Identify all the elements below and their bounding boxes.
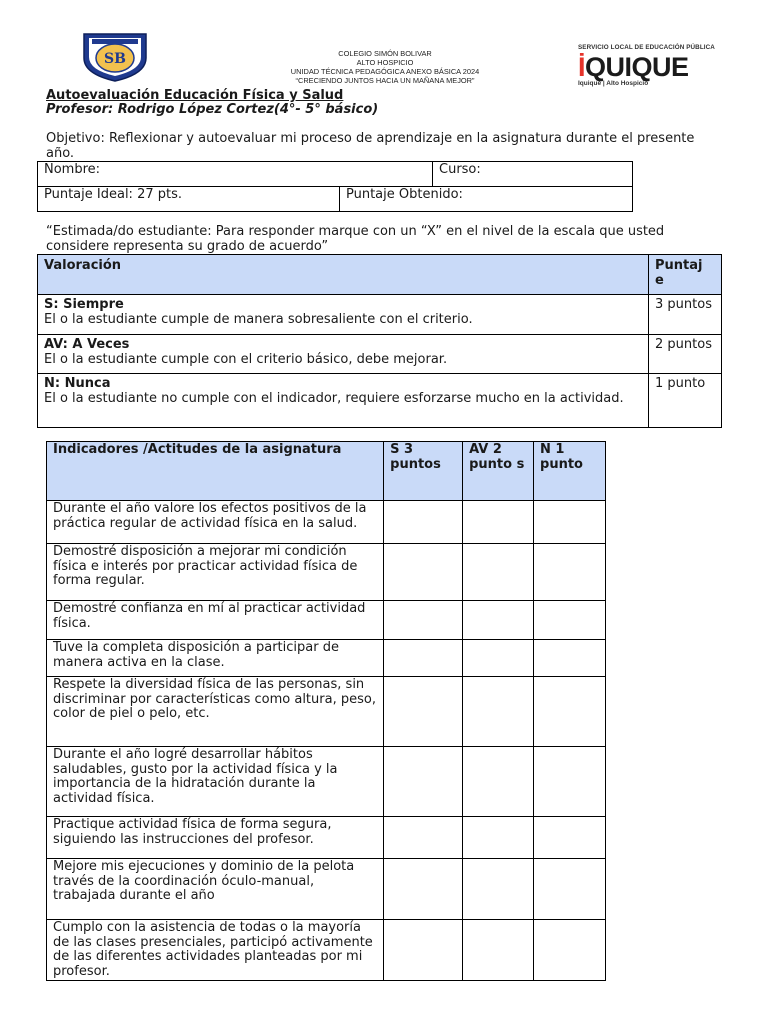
teacher-line: Profesor: Rodrigo López Cortez(4°- 5° básico)	[46, 102, 379, 117]
brand-mark: İ	[578, 52, 586, 82]
mark-cell-s[interactable]	[384, 544, 463, 601]
agency-name: SERVICIO LOCAL DE EDUCACIÓN PÚBLICA	[578, 44, 715, 51]
school-unit: UNIDAD TÉCNICA PEDAGÓGICA ANEXO BÁSICA 2024	[290, 67, 480, 76]
indicator-row	[47, 859, 606, 920]
scale-criterion	[38, 374, 649, 428]
indicator-text: Demostré confianza en mí al practicar actividad física.	[47, 601, 384, 640]
mark-cell-s[interactable]	[384, 677, 463, 747]
scale-header-row	[38, 255, 722, 295]
objective-text: Objetivo: Reflexionar y autoevaluar mi proceso de aprendizaje en la asignatura durante el presente año.	[46, 131, 695, 161]
indicator-row	[47, 640, 606, 677]
brand-wordmark	[578, 53, 718, 81]
scale-row-siempre	[38, 295, 722, 335]
instruction-text: “Estimada/do estudiante: Para responder marque con un “X” en el nivel de la escala que usted considere representa su grado de acuerdo”	[46, 224, 665, 254]
scale-label: S: Siempre	[44, 297, 124, 312]
scale-row-a-veces	[38, 335, 722, 374]
indicator-row	[47, 920, 606, 981]
mark-cell-s[interactable]	[384, 601, 463, 640]
indicator-row	[47, 817, 606, 859]
indicator-text: Durante el año valore los efectos positivos de la práctica regular de actividad física en la salud.	[47, 501, 384, 544]
indicator-text: Durante el año logré desarrollar hábitos saludables, gusto por la actividad física y la importancia de la hidratación durante la actividad física.	[47, 747, 384, 817]
ideal-score: Puntaje Ideal: 27 pts.	[38, 187, 340, 212]
indicators-table	[46, 441, 606, 981]
header-siempre: S 3 puntos	[384, 442, 463, 501]
mark-cell-av[interactable]	[463, 747, 534, 817]
indicator-row	[47, 544, 606, 601]
mark-cell-s[interactable]	[384, 501, 463, 544]
mark-cell-av[interactable]	[463, 859, 534, 920]
mark-cell-av[interactable]	[463, 677, 534, 747]
scale-description: El o la estudiante no cumple con el indicador, requiere esforzarse mucho en la actividad.	[44, 390, 624, 406]
scale-criterion	[38, 295, 649, 335]
student-info-table	[37, 161, 633, 212]
agency-logo	[578, 44, 718, 87]
scale-description: El o la estudiante cumple con el criterio básico, debe mejorar.	[44, 351, 448, 367]
mark-cell-n[interactable]	[534, 544, 606, 601]
name-field[interactable]: Nombre:	[38, 162, 433, 187]
mark-cell-n[interactable]	[534, 859, 606, 920]
indicator-row	[47, 747, 606, 817]
mark-cell-av[interactable]	[463, 601, 534, 640]
mark-cell-s[interactable]	[384, 920, 463, 981]
mark-cell-n[interactable]	[534, 501, 606, 544]
indicator-text: Practique actividad física de forma segura, siguiendo las instrucciones del profesor.	[47, 817, 384, 859]
mark-cell-n[interactable]	[534, 601, 606, 640]
indicator-row	[47, 501, 606, 544]
mark-cell-n[interactable]	[534, 747, 606, 817]
mark-cell-n[interactable]	[534, 920, 606, 981]
scale-header-valoracion: Valoración	[38, 255, 649, 295]
course-field[interactable]: Curso:	[433, 162, 633, 187]
indicator-text: Respete la diversidad física de las personas, sin discriminar por características como altura, peso, color de piel o pelo, etc.	[47, 677, 384, 747]
scale-description: El o la estudiante cumple de manera sobresaliente con el criterio.	[44, 311, 473, 327]
document-title: Autoevaluación Educación Física y Salud	[46, 88, 344, 103]
mark-cell-s[interactable]	[384, 640, 463, 677]
school-city: ALTO HOSPICIO	[356, 58, 414, 67]
mark-cell-av[interactable]	[463, 817, 534, 859]
mark-cell-av[interactable]	[463, 640, 534, 677]
brand-name: QUIQUE	[585, 52, 689, 82]
scale-points: 3 puntos	[649, 295, 722, 335]
mark-cell-s[interactable]	[384, 747, 463, 817]
mark-cell-n[interactable]	[534, 677, 606, 747]
school-logo	[78, 28, 152, 82]
school-name: COLEGIO SIMÓN BOLIVAR	[338, 49, 432, 58]
indicator-text: Mejore mis ejecuciones y dominio de la pelota través de la coordinación óculo-manual, trabajada durante el año	[47, 859, 384, 920]
indicator-text: Tuve la completa disposición a participar de manera activa en la clase.	[47, 640, 384, 677]
scale-points: 1 punto	[649, 374, 722, 428]
header-a-veces: AV 2 punto s	[463, 442, 534, 501]
indicator-text: Demostré disposición a mejorar mi condición física e interés por practicar actividad física de forma regular.	[47, 544, 384, 601]
scale-header-puntaje: Puntaj e	[649, 255, 722, 295]
brand-subtitle: Iquique | Alto Hospicio	[578, 80, 649, 87]
school-motto: “CRECIENDO JUNTOS HACIA UN MAÑANA MEJOR”	[295, 76, 475, 85]
indicators-header-row	[47, 442, 606, 501]
scale-row-nunca	[38, 374, 722, 428]
indicator-text: Cumplo con la asistencia de todas o la mayoría de las clases presenciales, participó activamente de las diferentes actividades planteadas por mi profesor.	[47, 920, 384, 981]
header-nunca: N 1 punto	[534, 442, 606, 501]
mark-cell-s[interactable]	[384, 817, 463, 859]
school-header	[260, 49, 510, 85]
scale-label: AV: A Veces	[44, 337, 130, 352]
mark-cell-n[interactable]	[534, 817, 606, 859]
obtained-score-field[interactable]: Puntaje Obtenido:	[340, 187, 633, 212]
mark-cell-s[interactable]	[384, 859, 463, 920]
indicator-row	[47, 677, 606, 747]
scale-label: N: Nunca	[44, 376, 111, 391]
indicators-header-title: Indicadores /Actitudes de la asignatura	[47, 442, 384, 501]
scale-points: 2 puntos	[649, 335, 722, 374]
scale-criterion	[38, 335, 649, 374]
mark-cell-av[interactable]	[463, 544, 534, 601]
scale-table	[37, 254, 722, 428]
indicator-row	[47, 601, 606, 640]
mark-cell-av[interactable]	[463, 501, 534, 544]
mark-cell-n[interactable]	[534, 640, 606, 677]
mark-cell-av[interactable]	[463, 920, 534, 981]
logo-initials: SB	[104, 51, 126, 67]
